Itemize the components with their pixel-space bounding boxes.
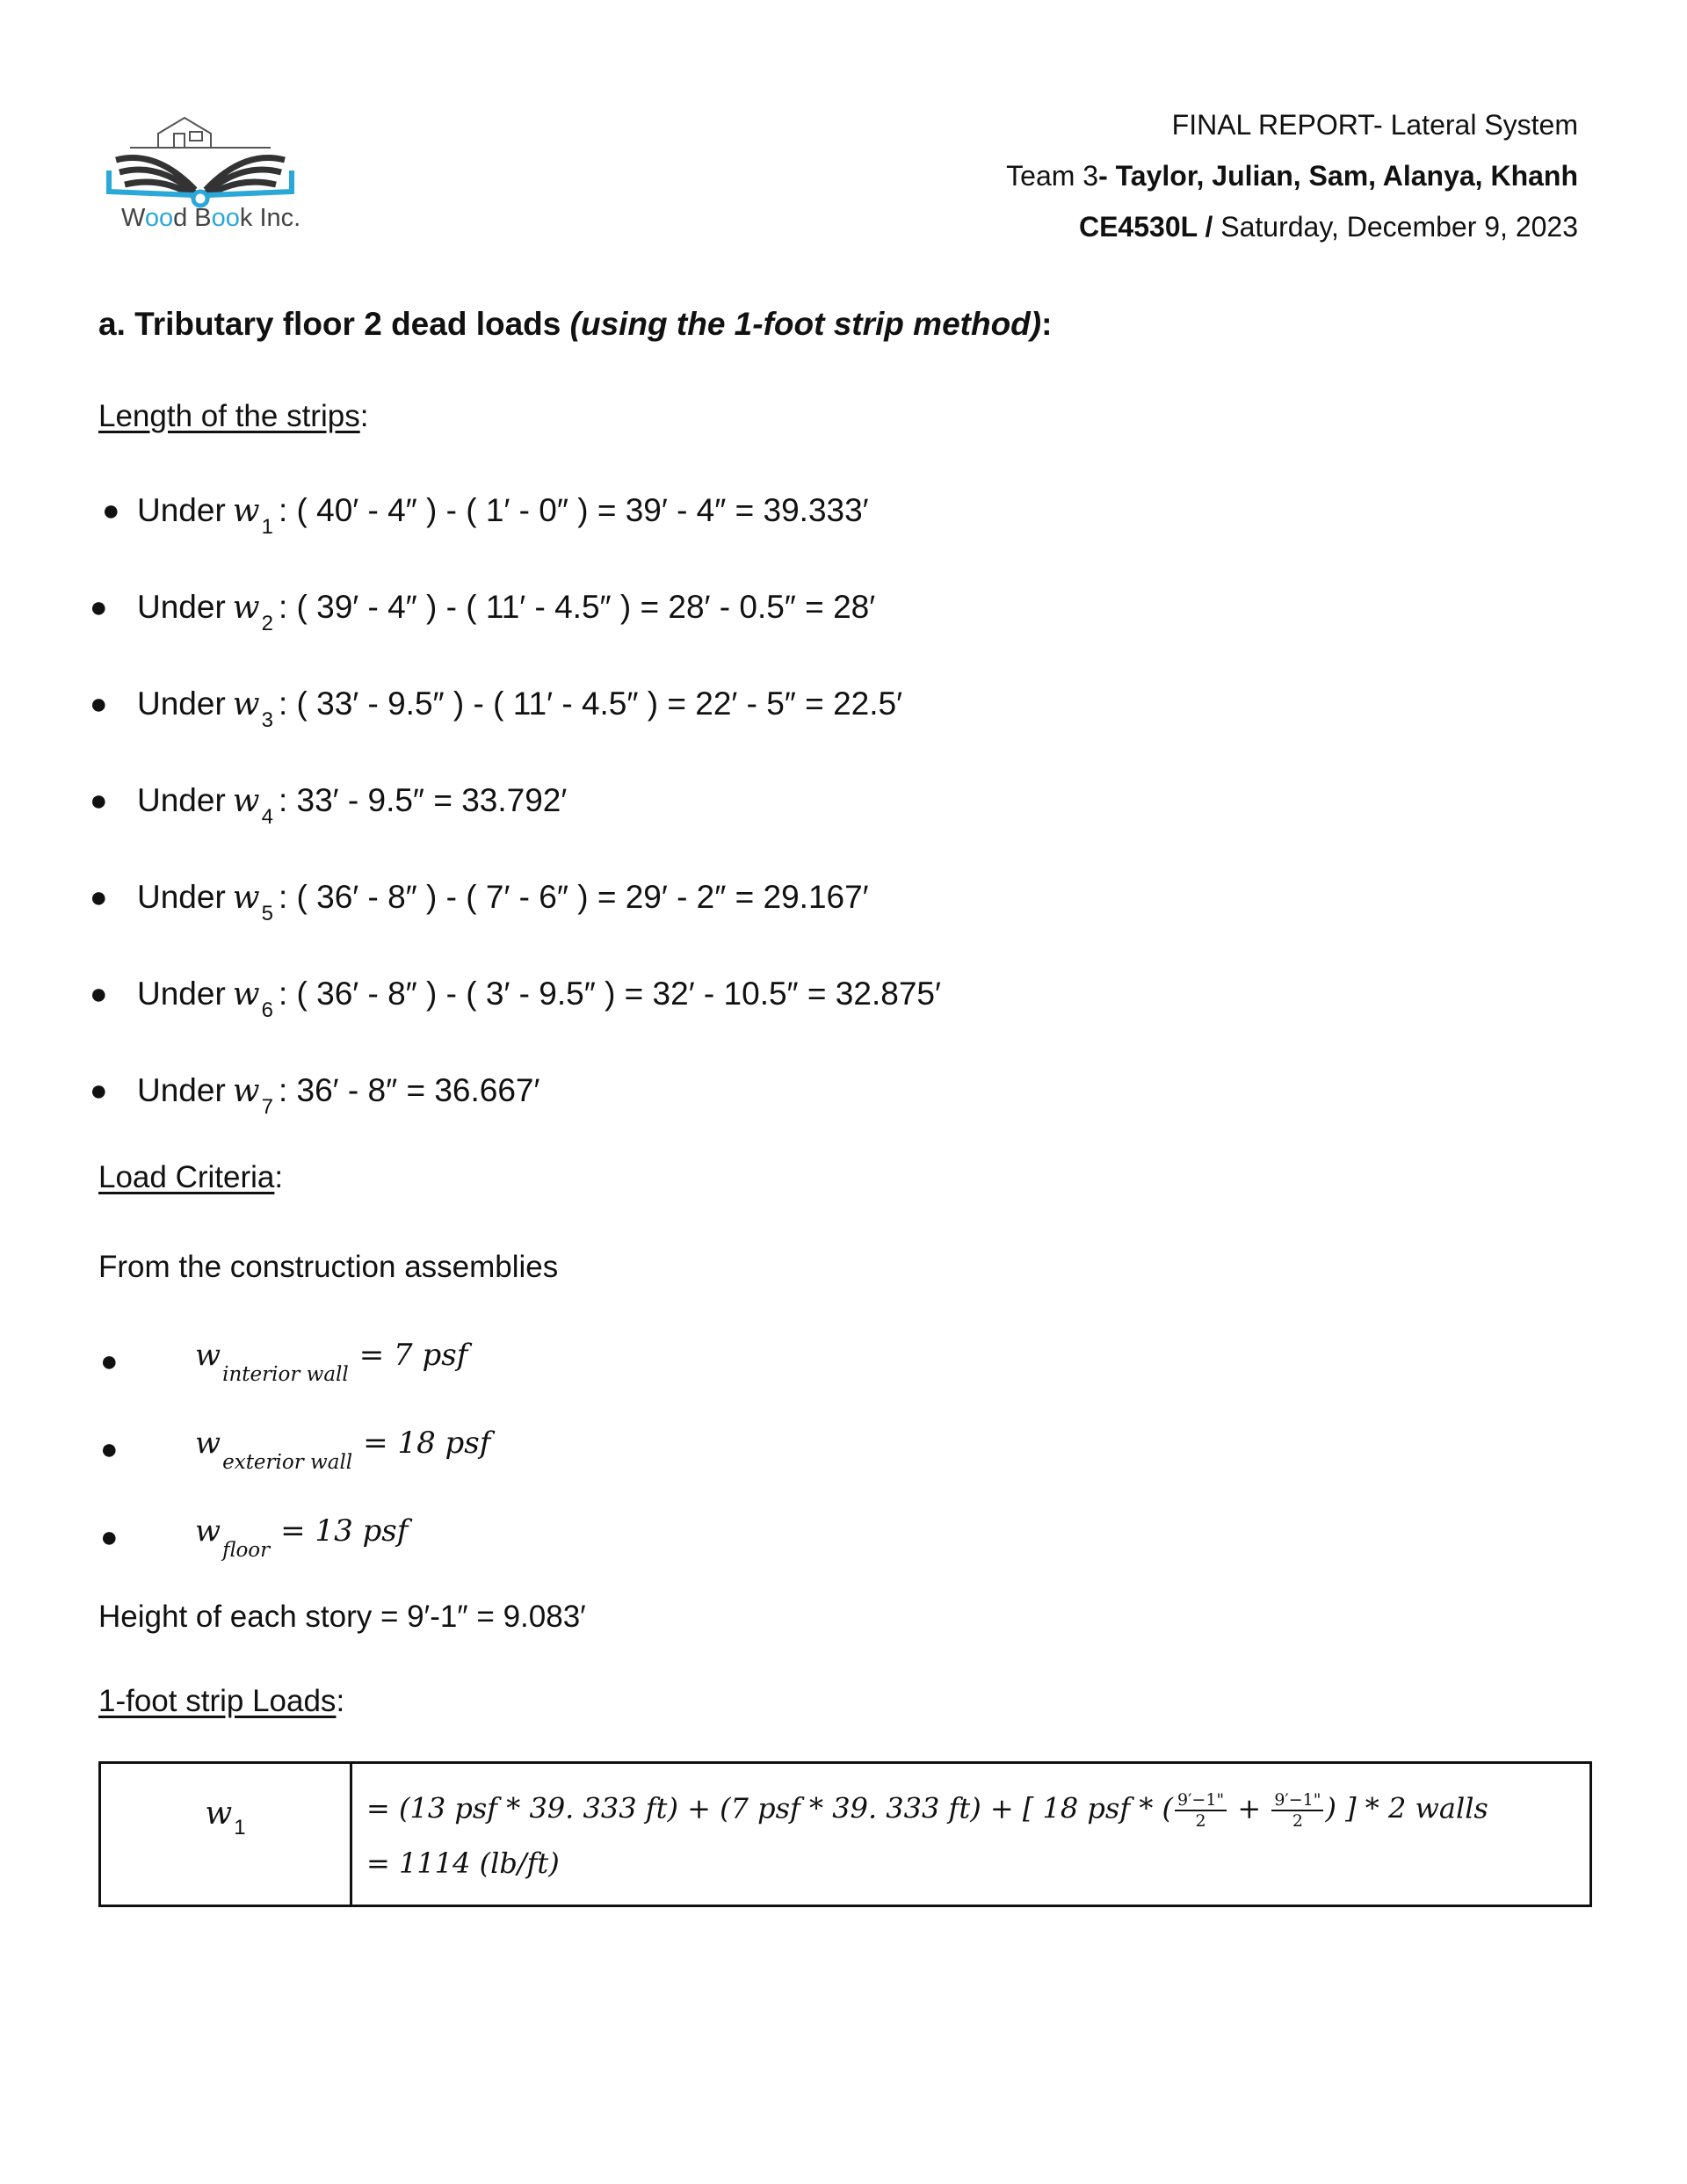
strip-variable: $w_4$	[232, 783, 273, 829]
table-row	[100, 1763, 1591, 1906]
bullet-icon: ●	[90, 784, 108, 817]
strip-label: Under	[137, 589, 226, 625]
bullet-icon: ●	[90, 591, 108, 624]
bullet-icon: ●	[90, 687, 108, 721]
list-item: $w_{exterior wall}= 18$ psf	[195, 1426, 491, 1474]
fraction: $\frac{9'-1"}{2}$	[1271, 1790, 1323, 1831]
strip-variable: $w_2$	[232, 590, 273, 635]
load-variable: $w_1$	[205, 1796, 246, 1839]
bullet-icon: ●	[100, 1433, 119, 1466]
strip-label: Under	[137, 492, 226, 528]
bullet-icon: ●	[90, 1074, 108, 1107]
strip-label: Under	[137, 976, 226, 1012]
strip-expression: : ( 33′ - 9.5″ ) - ( 11′ - 4.5″ ) = 22′ - 5″ = 22.5′	[278, 686, 903, 722]
list-item	[137, 976, 941, 1022]
strip-expression: : ( 36′ - 8″ ) - ( 3′ - 9.5″ ) = 32′ - 10.5″ = 32.875′	[278, 976, 941, 1012]
list-item	[137, 686, 903, 732]
strip-expression: : 36′ - 8″ = 36.667′	[278, 1072, 540, 1108]
bullet-icon: ●	[100, 1345, 119, 1378]
story-height: Height of each story = 9′-1″ = 9.083′	[98, 1600, 586, 1634]
course-date-line: CE4530L / Saturday, December 9, 2023	[1078, 211, 1578, 243]
criteria-value: = 13 psf	[280, 1513, 409, 1549]
list-item	[137, 879, 869, 925]
strip-label: Under	[137, 879, 226, 915]
strip-label: Under	[137, 782, 226, 818]
strip-expression: : ( 36′ - 8″ ) - ( 7′ - 6″ ) = 29′ - 2″ = 29.167′	[278, 879, 869, 915]
load-expression-cell	[351, 1763, 1591, 1906]
strip-variable: $w_5$	[232, 880, 273, 925]
strip-loads-subheading: 1-foot strip Loads:	[98, 1684, 345, 1718]
list-item	[137, 492, 869, 539]
load-equation: = (13 psf * 39. 333 ft) + (7 psf * 39. 333 ft) + [ 18 psf * ( $\frac{9'-1"}{2}$ + $\frac{9'-1"}{2}$ ) ] * 2 walls	[366, 1790, 1488, 1831]
list-item: $w_{floor}= 13$ psf	[195, 1513, 409, 1562]
strip-label: Under	[137, 1072, 226, 1108]
strips-subheading: Length of the strips:	[98, 399, 369, 433]
strip-variable: $w_1$	[232, 493, 273, 539]
bullet-icon: ●	[90, 881, 108, 914]
list-item	[137, 1072, 540, 1119]
section-heading: a. Tributary floor 2 dead loads (using the 1-foot strip method):	[98, 306, 1053, 342]
report-title: FINAL REPORT- Lateral System	[1171, 109, 1578, 141]
strip-variable: $w_6$	[232, 976, 273, 1022]
strip-label: Under	[137, 686, 226, 722]
open-book-house-icon	[104, 105, 297, 209]
bullet-icon: ●	[100, 1520, 119, 1554]
strip-loads-table	[98, 1761, 1592, 1907]
load-result: = 1114 (lb/ft)	[366, 1847, 560, 1880]
team-line: Team 3- Taylor, Julian, Sam, Alanya, Khanh	[1006, 160, 1578, 192]
criteria-subheading: Load Criteria:	[98, 1160, 284, 1194]
list-item	[137, 782, 568, 829]
criteria-value: = 7 psf	[358, 1338, 468, 1373]
logo-text: Wood Book Inc.	[121, 204, 301, 232]
strip-variable: $w_7$	[232, 1073, 273, 1119]
criteria-value: = 18 psf	[363, 1426, 491, 1461]
strip-expression: : ( 39′ - 4″ ) - ( 11′ - 4.5″ ) = 28′ - 0.5″ = 28′	[278, 589, 876, 625]
load-name-cell	[100, 1763, 351, 1906]
strip-expression: : ( 40′ - 4″ ) - ( 1′ - 0″ ) = 39′ - 4″ = 39.333′	[278, 492, 869, 528]
list-item	[137, 589, 876, 635]
criteria-intro: From the construction assemblies	[98, 1250, 559, 1284]
strip-variable: $w_3$	[232, 686, 273, 732]
bullet-icon: ●	[90, 977, 108, 1011]
bullet-icon: ●	[102, 494, 120, 527]
fraction: $\frac{9'-1"}{2}$	[1175, 1790, 1227, 1831]
company-logo	[104, 105, 301, 246]
strip-expression: : 33′ - 9.5″ = 33.792′	[278, 782, 568, 818]
list-item: $w_{interior wall}= 7$ psf	[195, 1338, 468, 1386]
